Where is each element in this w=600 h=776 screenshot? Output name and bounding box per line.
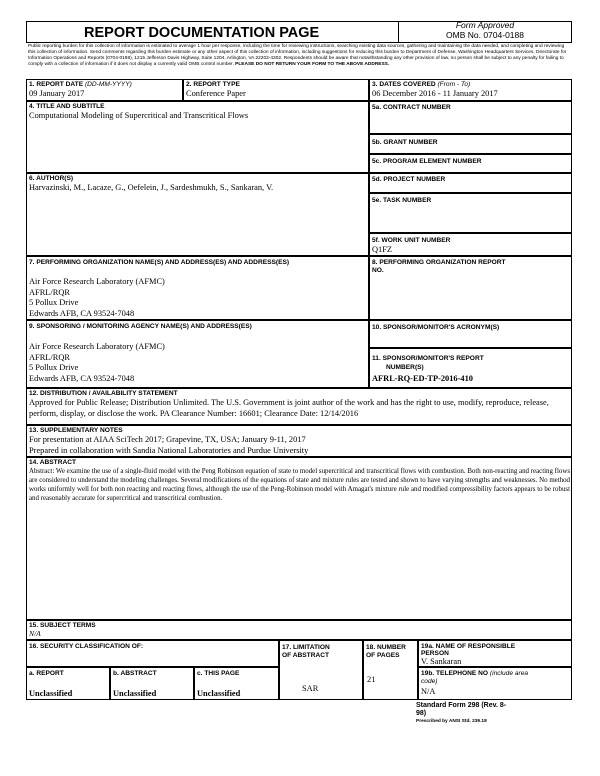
performing-org-label: 7. PERFORMING ORGANIZATION NAME(S) AND ADDRESS(ES) AND ADDRESS(ES): [29, 259, 290, 266]
field-authors: [26, 173, 369, 256]
telephone-label: 19b. TELEPHONE NO: [421, 670, 489, 677]
field-project-number: [369, 173, 572, 193]
field-class-this-page: [194, 667, 279, 700]
field-title-subtitle: [26, 101, 369, 173]
burden-text: Public reporting burden for this collection of information is estimated to average 1 hour per response, including the time for reviewing instructions, searching existing data sources, gathering and maintaining the data needed, and completing and reviewing this collection of information. Send comments regarding this burden estimate or any other aspect of this collection of information, including suggestions for reducing this burden to Department of Defense, Washington Headquarters Services, Directorate for Information Operations and Reports (0704-0188), 1215 Jefferson Davis Highway, Suite 1204, Arlington, VA 22202-4302. Respondents should be aware that notwithstanding any other provision of law, no person shall be subject to any penalty for failing to comply with a collection of information if it does not display a currently valid OMB control number.: [28, 44, 567, 67]
distribution-value: Approved for Public Release; Distribution Unlimited. The U.S. Government is joint author of the work and has the right to use, modify, reproduce, release, perform, display, or disclose the work. PA Clearance Number: 16601; Clearance Date: 12/14/2016: [29, 398, 549, 418]
subject-terms-label: 15. SUBJECT TERMS: [29, 622, 96, 629]
field-sponsor-acronym: [369, 320, 572, 348]
field-class-report: [26, 667, 110, 700]
sponsoring-agency-line-1: Air Force Research Laboratory (AFMC): [29, 342, 165, 351]
field-report-date: [26, 79, 183, 101]
title-subtitle-label: 4. TITLE AND SUBTITLE: [29, 103, 105, 110]
standard-form-line-1: Standard Form 298 (Rev. 8-: [416, 702, 507, 709]
authors-label: 6. AUTHOR(S): [29, 175, 74, 182]
number-pages-label-2: OF PAGES: [366, 652, 400, 659]
field-contract-number: [369, 101, 572, 134]
work-unit-label: 5f. WORK UNIT NUMBER: [372, 237, 451, 244]
telephone-hint-2: code): [421, 678, 438, 685]
class-this-page-label: c. THIS PAGE: [197, 670, 240, 677]
sponsoring-agency-label: 9. SPONSORING / MONITORING AGENCY NAME(S) AND ADDRESS(ES): [29, 323, 252, 330]
standard-form-line-2: 98): [416, 710, 427, 717]
report-date-hint: (DD-MM-YYYY): [84, 81, 132, 88]
class-this-page-value: Unclassified: [197, 689, 241, 698]
form-approved-text: Form Approved: [455, 20, 515, 30]
field-telephone: [418, 667, 572, 700]
field-number-of-pages: [363, 640, 418, 700]
performing-org-line-2: AFRL/RQR: [29, 287, 70, 297]
subject-terms-value: N/A: [29, 629, 41, 638]
field-limitation: [279, 640, 363, 700]
supplementary-line-2: Prepared in collaboration with Sandia National Laboratories and Purdue University: [29, 446, 309, 455]
grant-number-label: 5b. GRANT NUMBER: [372, 139, 438, 146]
header-frame: [26, 21, 572, 43]
field-report-type: [183, 79, 369, 101]
field-class-abstract: [110, 667, 194, 700]
task-number-label: 5e. TASK NUMBER: [372, 197, 432, 204]
work-unit-value: Q1FZ: [372, 245, 393, 254]
performing-org-report-label: 8. PERFORMING ORGANIZATION REPORT: [372, 259, 506, 266]
responsible-person-label-2: PERSON: [421, 650, 449, 657]
burden-bold-text: PLEASE DO NOT RETURN YOUR FORM TO THE ABOVE ADDRESS.: [235, 61, 390, 67]
performing-org-address: [29, 277, 165, 319]
distribution-label: 12. DISTRIBUTION / AVAILABILITY STATEMENT: [29, 390, 178, 397]
omb-number: OMB No. 0704-0188: [446, 29, 524, 40]
performing-org-line-4: Edwards AFB, CA 93524-7048: [29, 308, 135, 318]
project-number-label: 5d. PROJECT NUMBER: [372, 176, 446, 183]
limitation-label-2: OF ABSTRACT: [282, 652, 330, 659]
authors-value: Harvazinski, M., Lacaze, G., Oefelein, J., Sardeshmukh, S., Sankaran, V.: [29, 183, 274, 192]
telephone-hint: (include area: [489, 670, 529, 677]
dates-covered-hint: (From - To): [437, 81, 471, 88]
field-sponsor-report-number: [369, 348, 572, 388]
dates-covered-label: 3. DATES COVERED: [372, 81, 436, 88]
field-work-unit-number: [369, 233, 572, 256]
supplementary-label: 13. SUPPLEMENTARY NOTES: [29, 427, 123, 434]
number-pages-label: 18. NUMBER: [366, 644, 406, 651]
class-abstract-label: b. ABSTRACT: [113, 670, 157, 677]
sponsoring-agency-line-3: 5 Pollux Drive: [29, 363, 79, 372]
limitation-value: SAR: [302, 684, 319, 693]
abstract-label: 14. ABSTRACT: [29, 459, 77, 466]
program-element-label: 5c. PROGRAM ELEMENT NUMBER: [372, 158, 482, 165]
field-security-classification: [26, 640, 279, 667]
limitation-label: 17. LIMITATION: [282, 644, 330, 651]
sponsor-report-label: 11. SPONSOR/MONITOR'S REPORT: [372, 355, 484, 362]
sponsor-report-label-2: NUMBER(S): [386, 364, 424, 371]
responsible-person-label: 19a. NAME OF RESPONSIBLE: [421, 643, 516, 650]
field-distribution: [26, 388, 572, 425]
prescribed-by: Prescribed by ANSI Std. 239.18: [416, 719, 487, 724]
performing-org-report-label-2: NO.: [372, 267, 384, 274]
field-sponsoring-agency: [26, 320, 369, 388]
field-task-number: [369, 193, 572, 233]
field-performing-org: [26, 256, 369, 320]
field-supplementary-notes: [26, 425, 572, 457]
performing-org-line-3: 5 Pollux Drive: [29, 298, 79, 307]
field-grant-number: [369, 134, 572, 154]
title-subtitle-value: Computational Modeling of Supercritical and Transcritical Flows: [29, 111, 249, 120]
report-date-value: 09 January 2017: [29, 89, 85, 98]
report-date-label: 1. REPORT DATE: [29, 81, 84, 88]
field-dates-covered: [369, 79, 572, 101]
number-pages-value: 21: [367, 675, 376, 684]
abstract-value: Abstract: We examine the use of a single-fluid model with the Peng Robinson equation of state to model supercritical and transcritical flows with combustion. Both non-reacting and reacting flows are considered to understand the modeling challenges. Several modifications of the equations of state and mixture rules are tested and shown to have varying strengths and weaknesses. No method works uniformly well for both non reacting and reacting flows, although the use of the Peng-Robinson model with Amagat's mixture rule and modified compressibility factors appears to be robust and reasonably accurate for supercritical and transcritical combustion.: [29, 468, 570, 503]
sponsoring-agency-line-2: AFRL/RQR: [29, 352, 70, 362]
field-responsible-person: [418, 640, 572, 667]
dates-covered-value: 06 December 2016 - 11 January 2017: [372, 89, 498, 98]
supplementary-line-1: For presentation at AIAA SciTech 2017; Grapevine, TX, USA; January 9-11, 2017: [29, 435, 306, 444]
sponsor-report-value: AFRL-RQ-ED-TP-2016-410: [372, 374, 473, 383]
field-program-element: [369, 154, 572, 173]
telephone-value: N/A: [421, 687, 436, 696]
class-report-label: a. REPORT: [29, 670, 64, 677]
security-classification-label: 16. SECURITY CLASSIFICATION OF:: [29, 643, 144, 650]
class-report-value: Unclassified: [29, 689, 73, 698]
report-type-label: 2. REPORT TYPE: [186, 81, 240, 88]
contract-number-label: 5a. CONTRACT NUMBER: [372, 104, 451, 111]
field-performing-org-report: [369, 256, 572, 320]
page-title: REPORT DOCUMENTATION PAGE: [84, 25, 320, 41]
sponsoring-agency-line-4: Edwards AFB, CA 93524-7048: [29, 373, 135, 383]
sponsor-acronym-label: 10. SPONSOR/MONITOR'S ACRONYM(S): [372, 324, 500, 331]
responsible-person-value: V. Sankaran: [421, 657, 462, 666]
class-abstract-value: Unclassified: [113, 689, 157, 698]
field-abstract: [26, 457, 572, 620]
burden-statement: [28, 44, 570, 68]
field-subject-terms: [26, 620, 572, 640]
sponsoring-agency-address: [29, 342, 165, 384]
report-type-value: Conference Paper: [186, 89, 246, 98]
performing-org-line-1: Air Force Research Laboratory (AFMC): [29, 277, 165, 286]
